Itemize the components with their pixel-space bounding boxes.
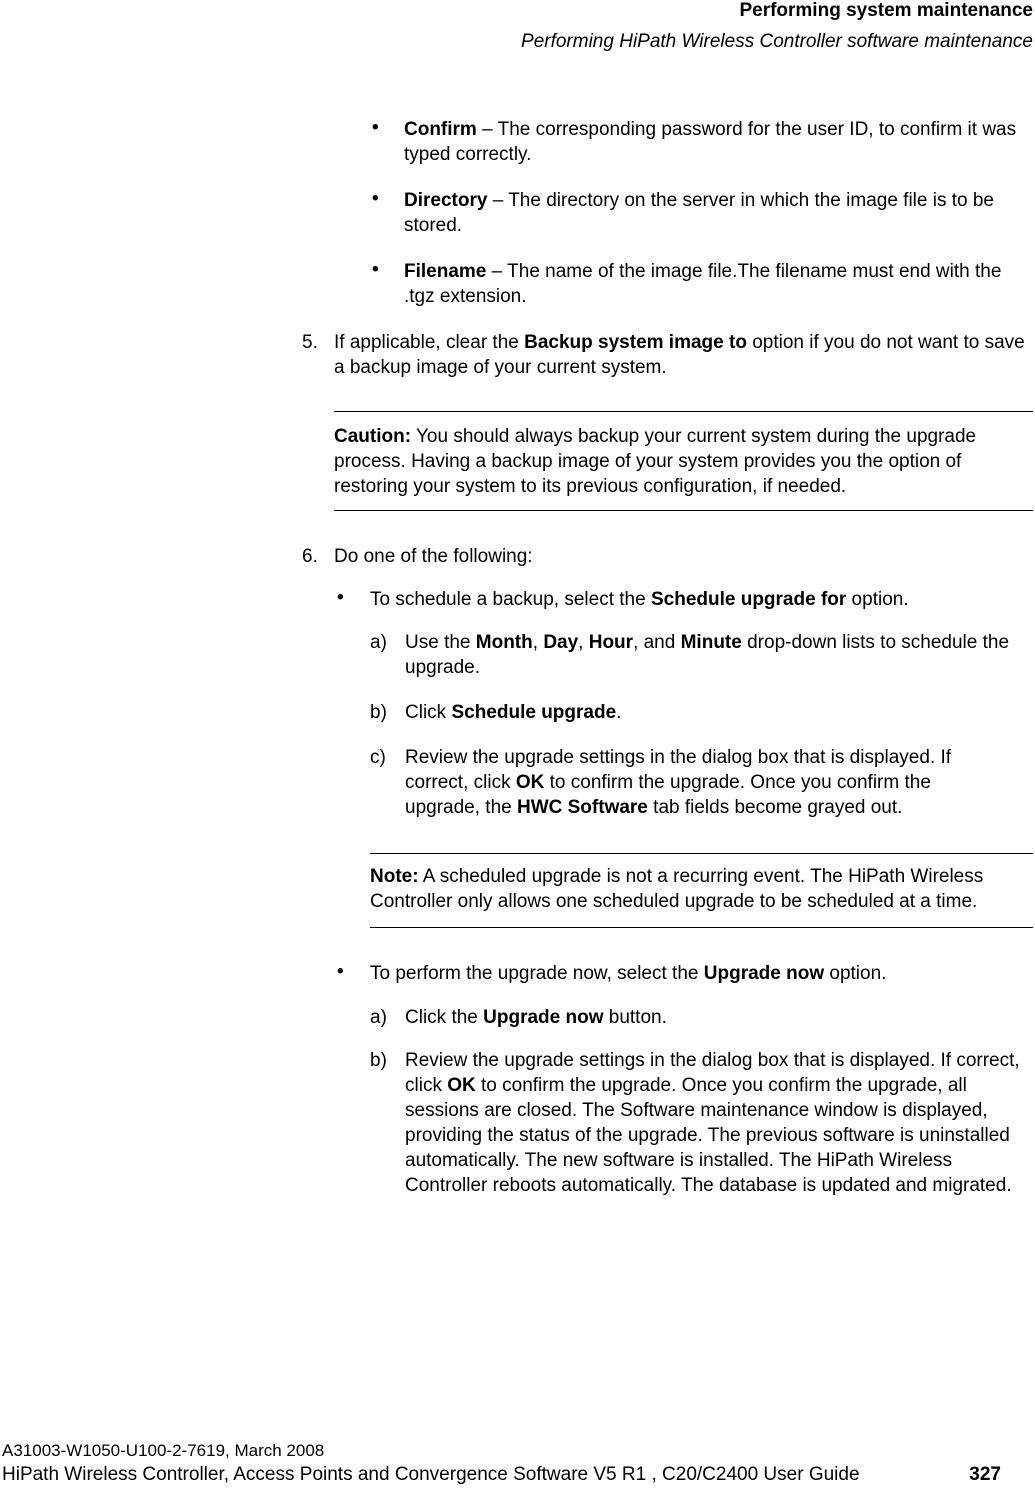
term-directory: Directory <box>404 190 488 211</box>
bullet-marker: • <box>337 587 344 608</box>
substep-label: b) <box>370 702 387 723</box>
page-number: 327 <box>969 1464 1001 1485</box>
upgrade-now-substep-a <box>405 1005 1032 1030</box>
footer-guide-title: HiPath Wireless Controller, Access Points and Convergence Software V5 R1 , C20/C2400 User Guide <box>2 1464 860 1485</box>
text: Review the upgrade settings in the dialog box that is displayed. If correct, click <box>405 1050 1020 1096</box>
text: , <box>532 632 544 653</box>
text: , and <box>633 632 681 653</box>
bullet-confirm <box>404 117 1032 167</box>
schedule-substep-a <box>405 630 1032 680</box>
step-5-number: 5. <box>302 332 318 353</box>
ok-term: OK <box>515 772 545 793</box>
bullet-directory <box>404 188 1032 238</box>
caution-bottom-rule <box>334 510 1033 511</box>
text: tab fields become grayed out. <box>647 797 903 818</box>
desc-confirm: – The corresponding password for the user ID, to confirm it was typed correctly. <box>404 119 1017 165</box>
text: drop-down lists to schedule the upgrade. <box>405 632 1010 678</box>
schedule-upgrade-term: Schedule upgrade <box>451 702 617 723</box>
caution-box <box>334 424 1033 499</box>
text: Click <box>405 702 452 723</box>
step-5-post: option if you do not want to save a backup image of your current system. <box>334 332 1025 378</box>
bullet-marker: • <box>372 259 379 280</box>
caution-label: Caution: <box>334 426 412 447</box>
text: to confirm the upgrade. Once you confirm the upgrade, the <box>405 772 931 818</box>
footer-doc-id: A31003-W1050-U100-2-7619, March 2008 <box>2 1441 325 1460</box>
running-header-title: Performing system maintenance <box>739 0 1033 21</box>
step-6-number: 6. <box>302 546 318 567</box>
day-term: Day <box>543 632 579 653</box>
text: Review the upgrade settings in the dialog box that is displayed. If correct, click <box>405 747 952 793</box>
hour-term: Hour <box>588 632 634 653</box>
bullet-marker: • <box>337 961 344 982</box>
upgrade-now-post: option. <box>824 963 887 984</box>
running-header-subtitle: Performing HiPath Wireless Controller software maintenance <box>521 31 1033 52</box>
text: to confirm the upgrade. Once you confirm the upgrade, all sessions are closed. The Software maintenance window is displayed, providing the status of the upgrade. The previous software is uninstalled automatically. The new software is installed. The HiPath Wireless Controller reboots automatically. The database is updated and migrated. <box>405 1075 1012 1196</box>
upgrade-now-button-term: Upgrade now <box>483 1007 604 1028</box>
substep-label: a) <box>370 1007 387 1028</box>
text: , <box>578 632 589 653</box>
schedule-pre: To schedule a backup, select the <box>370 589 651 610</box>
text: Click the <box>405 1007 484 1028</box>
upgrade-now-option: Upgrade now <box>703 963 825 984</box>
substep-label: b) <box>370 1050 387 1071</box>
hwc-software-term: HWC Software <box>516 797 648 818</box>
schedule-option: Schedule upgrade for <box>650 589 847 610</box>
term-filename: Filename <box>404 261 487 282</box>
minute-term: Minute <box>680 632 742 653</box>
schedule-bullet-text <box>370 587 1032 612</box>
bullet-filename <box>404 259 1032 309</box>
bullet-marker: • <box>372 188 379 209</box>
note-text: A scheduled upgrade is not a recurring event. The HiPath Wireless Controller only allows one scheduled upgrade to be scheduled at a time. <box>370 866 984 912</box>
text: Use the <box>405 632 476 653</box>
text: button. <box>603 1007 667 1028</box>
schedule-post: option. <box>846 589 909 610</box>
substep-label: c) <box>370 747 386 768</box>
desc-filename: – The name of the image file.The filename must end with the .tgz extension. <box>404 261 1002 307</box>
caution-text: You should always backup your current system during the upgrade process. Having a backup image of your system provides you the option of restoring your system to its previous configuration, if needed. <box>334 426 977 497</box>
substep-label: a) <box>370 632 387 653</box>
upgrade-now-bullet-text <box>370 961 1032 986</box>
step-5-text <box>334 330 1032 380</box>
month-term: Month <box>475 632 533 653</box>
upgrade-now-substep-b <box>405 1048 1032 1198</box>
step-6-text: Do one of the following: <box>334 546 533 567</box>
caution-top-rule <box>334 411 1033 412</box>
step-5-option: Backup system image to <box>524 332 747 353</box>
text: . <box>616 702 622 723</box>
schedule-substep-b <box>405 700 1032 725</box>
note-box <box>370 864 1035 914</box>
upgrade-now-pre: To perform the upgrade now, select the <box>370 963 704 984</box>
step-5-pre: If applicable, clear the <box>334 332 525 353</box>
term-confirm: Confirm <box>404 119 477 140</box>
bullet-marker: • <box>372 117 379 138</box>
desc-directory: – The directory on the server in which the image file is to be stored. <box>404 190 994 236</box>
note-bottom-rule <box>370 927 1033 928</box>
note-top-rule <box>370 853 1033 854</box>
schedule-substep-c <box>405 745 1005 820</box>
note-label: Note: <box>370 866 419 887</box>
ok-term: OK <box>447 1075 476 1096</box>
